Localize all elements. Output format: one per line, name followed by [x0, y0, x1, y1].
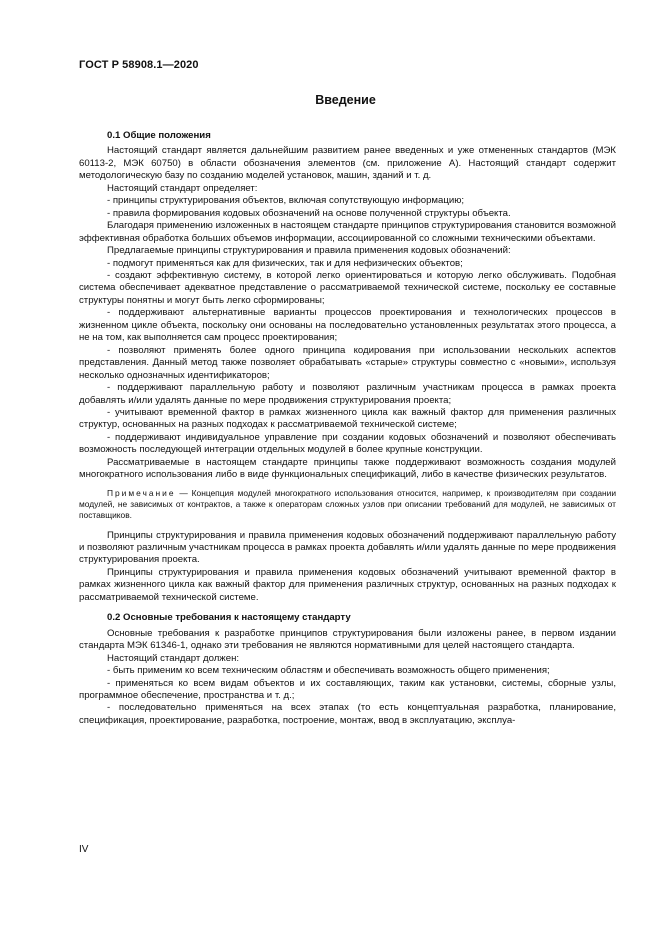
subsection-heading: 0.2 Основные требования к настоящему стандарту — [107, 612, 351, 624]
paragraph: Рассматриваемые в настоящем стандарте принципы также поддерживают возможность создания модулей многократного использования либо в виде функциональных спецификаций, либо в качестве физических результатов. — [79, 456, 616, 481]
list-item: - создают эффективную систему, в которой легко ориентироваться и которую легко обслуживать. Подобная система обеспечивает адекватное представление о рассматриваемой технической системе, поскольку ее составные структуры понятны и могут быть легко сформированы; — [79, 269, 616, 306]
paragraph: Настоящий стандарт является дальнейшим развитием ранее введенных и уже отмененных стандартов (МЭК 60113-2, МЭК 60750) в области обозначения элементов (см. приложение А). Настоящий стандарт содержит методологическую базу по созданию моделей установок, машин, зданий и т. д. — [79, 145, 616, 182]
paragraph: Предлагаемые принципы структурирования и правила применения кодовых обозначений: — [107, 245, 511, 257]
list-item: - поддерживают индивидуальное управление при создании кодовых обозначений и позволяют обеспечивать возможность последующей интеграции отдельных модулей в более крупные конструкции. — [79, 431, 616, 456]
page-number: IV — [79, 844, 89, 855]
paragraph: Настоящий стандарт должен: — [107, 652, 240, 664]
list-item: - принципы структурирования объектов, включая сопутствующую информацию; — [107, 195, 465, 207]
list-item: - подмогут применяться как для физических, так и для нефизических объектов; — [107, 257, 463, 269]
document-body — [79, 128, 616, 727]
note — [79, 488, 616, 522]
list-item: - позволяют применять более одного принципа кодирования при использовании нескольких аспектов представления. Данный метод также позволяет обрабатывать «старые» структуры совместно с «новыми», используя несколько однозначных идентификаторов; — [79, 344, 616, 381]
list-item: - применяться ко всем видам объектов и их составляющих, таким как установки, системы, сборные узлы, программное обеспечение, пространства и т. д.; — [79, 677, 616, 702]
paragraph: Основные требования к разработке принципов структурирования были изложены ранее, в первом издании стандарта МЭК 61346-1, однако эти требования не являются нормативными для целей настоящего стандарта. — [79, 627, 616, 652]
list-item: - учитывают временной фактор в рамках жизненного цикла как важный фактор для применения различных структур, основанных на разных подходах к рассматриваемой технической системе; — [79, 406, 616, 431]
document-header: ГОСТ Р 58908.1—2020 — [79, 59, 199, 71]
note-text: — Концепция модулей многократного использования относится, например, к производителям при создании модулей, не зависимых от контрактов, а также к операторам сложных узлов при описании требований для модулей, не зависимых от поставщиков. — [79, 487, 616, 521]
paragraph: Настоящий стандарт определяет: — [107, 182, 258, 194]
paragraph: Принципы структурирования и правила применения кодовых обозначений учитывают временной фактор в рамках жизненного цикла как важный фактор для применения различных структур, основанных на разных подходах к рассматриваемой технической системе. — [79, 566, 616, 603]
list-item: - быть применим ко всем техническим областям и обеспечивать возможность общего применения; — [107, 665, 550, 677]
note-label: Примечание — [107, 487, 176, 498]
paragraph: Принципы структурирования и правила применения кодовых обозначений поддерживают параллельную работу и позволяют различным участникам процесса в рамках проекта добавлять и/или удалять данные по мере продвижения структурирования проекта. — [79, 529, 617, 566]
section-title: Введение — [315, 93, 376, 107]
subsection-heading: 0.1 Общие положения — [107, 130, 211, 141]
list-item: - последовательно применяться на всех этапах (то есть концептуальная разработка, планирование, спецификация, проектирование, разработка, построение, монтаж, ввод в эксплуатацию, эксплуа- — [79, 702, 616, 726]
list-item: - поддерживают параллельную работу и позволяют различным участникам процесса в рамках проекта добавлять и/или удалять данные по мере продвижения структурирования проекта; — [79, 382, 616, 406]
paragraph: Благодаря применению изложенных в настоящем стандарте принципов структурирования становится возможной эффективная обработка больших объемов информации, ассоциированной со сложными техническими объектами. — [79, 220, 616, 244]
list-item: - правила формирования кодовых обозначений на основе полученной структуры объекта. — [107, 207, 511, 219]
list-item: - поддерживают альтернативные варианты процессов проектирования и технологических процессов в жизненном цикле объекта, поскольку они основаны на последовательно установленных результатах этого процесса, а не на том, как выполняется сам процесс проектирования; — [79, 307, 616, 344]
